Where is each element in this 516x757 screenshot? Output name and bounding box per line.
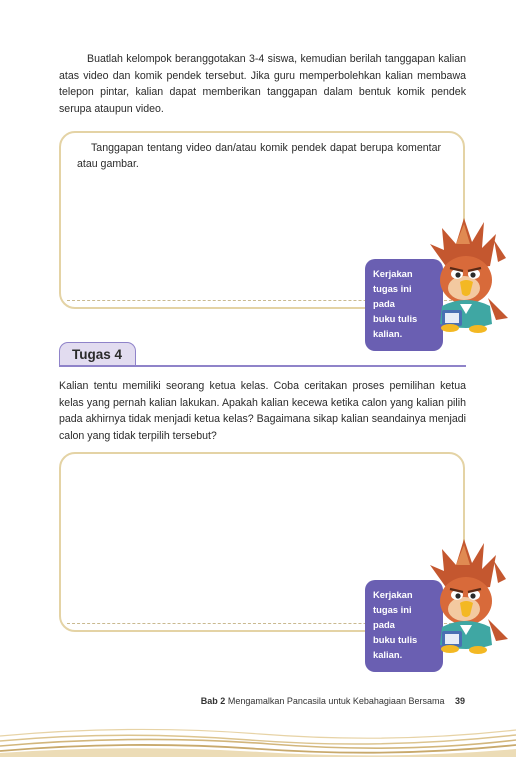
- note-line: Kerjakan: [373, 589, 413, 600]
- page-footer: [201, 696, 465, 706]
- note-line: pada: [373, 298, 395, 309]
- tugas-4-header: [59, 342, 466, 370]
- eagle-mascot-icon: [420, 535, 512, 657]
- note-line: pada: [373, 619, 395, 630]
- tugas-4-title: Tugas 4: [59, 342, 136, 366]
- note-line: buku tulis: [373, 313, 418, 324]
- note-line: buku tulis: [373, 634, 418, 645]
- decorative-waves: [0, 722, 516, 757]
- tugas-4-paragraph: Kalian tentu memiliki seorang ketua kelas. Coba ceritakan proses pemilihan ketua kelas yang pernah kalian lakukan. Apakah kalian kecewa ketika calon yang kalian pilih pada akhirnya tidak menjadi ketua kelas? Bagaimana sikap kalian seandainya menjadi calon yang tidak terpilih tersebut?: [59, 380, 466, 442]
- note-line: kalian.: [373, 328, 403, 339]
- tugas-4-underline: [59, 365, 466, 367]
- note-line: Kerjakan: [373, 268, 413, 279]
- footer-chapter: Bab 2: [200, 696, 226, 706]
- footer-title: Mengamalkan Pancasila untuk Kebahagiaan Bersama: [227, 696, 445, 706]
- note-line: tugas ini: [373, 604, 412, 615]
- intro-paragraph: Buatlah kelompok beranggotakan 3-4 siswa, kemudian berilah tanggapan kalian atas video dan komik pendek tersebut. Jika guru memperbolehkan kalian membawa telepon pintar, kalian dapat memberikan tanggapan dalam bentuk komik pendek serupa ataupun video.: [59, 53, 466, 115]
- note-line: tugas ini: [373, 283, 412, 294]
- page-number: 39: [454, 696, 465, 706]
- note-line: kalian.: [373, 649, 403, 660]
- eagle-mascot-icon: [420, 214, 512, 336]
- answer-box-1-prompt: Tanggapan tentang video dan/atau komik pendek dapat berupa komentar atau gambar.: [77, 142, 441, 171]
